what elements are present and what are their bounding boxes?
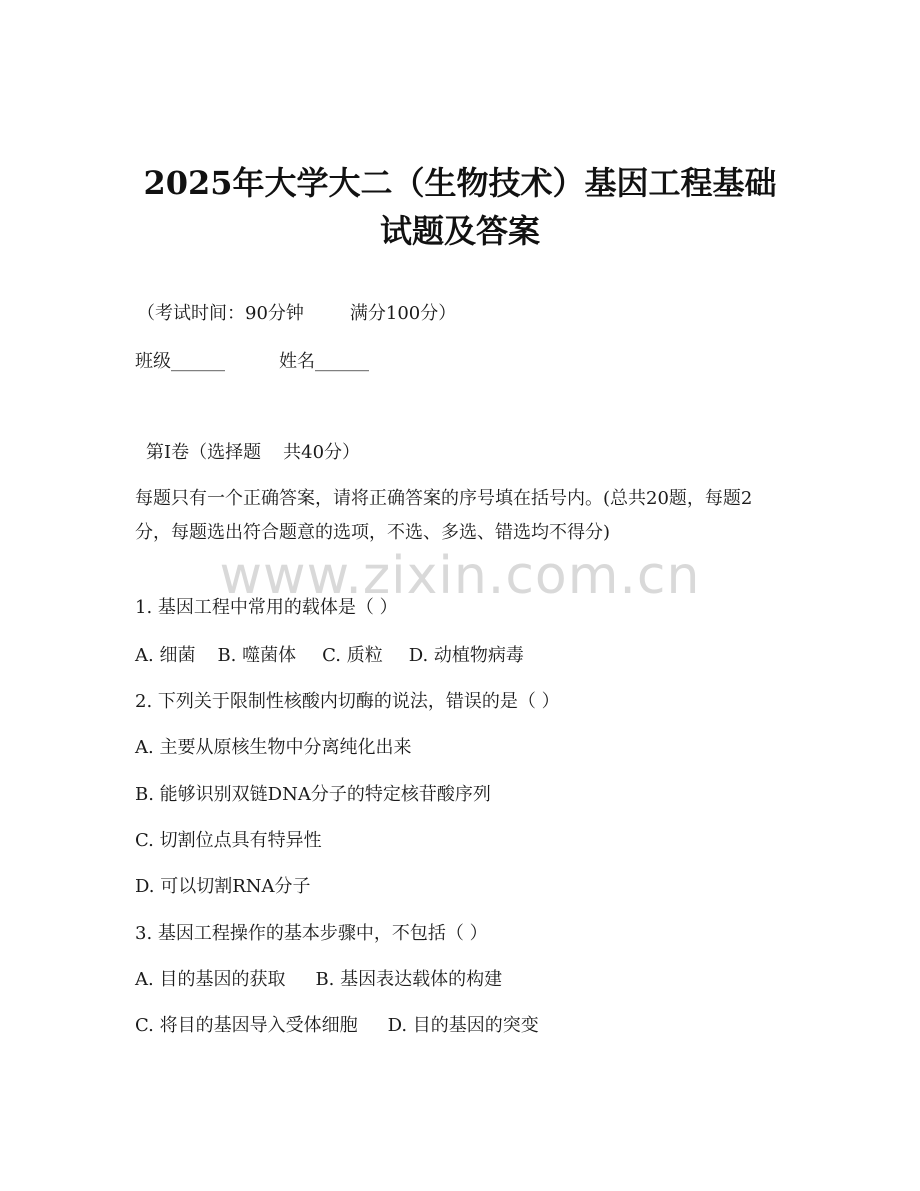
- question-2-option-a: A. 主要从原核生物中分离纯化出来: [135, 737, 412, 758]
- question-2-stem: 2. 下列关于限制性核酸内切酶的说法，错误的是（ ）: [135, 691, 560, 712]
- class-field-label: 班级______: [135, 351, 225, 372]
- question-3-option-b: B. 基因表达载体的构建: [315, 969, 503, 990]
- question-3-options-row-1: [135, 968, 502, 992]
- document-title-line-2: 试题及答案: [379, 212, 540, 250]
- question-2-option-c: C. 切割位点具有特异性: [135, 830, 322, 851]
- full-score: 满分100分）: [349, 303, 457, 324]
- question-1-option-d: D. 动植物病毒: [408, 645, 524, 666]
- question-2-option-d: D. 可以切割RNA分子: [135, 876, 311, 897]
- question-3-option-c: C. 将目的基因导入受体细胞: [135, 1015, 358, 1036]
- document-title-line-1: 2025年大学大二（生物技术）基因工程基础: [143, 164, 777, 202]
- question-1-option-b: B. 噬菌体: [217, 645, 297, 666]
- name-field-label: 姓名______: [279, 351, 369, 372]
- question-3-option-a: A. 目的基因的获取: [135, 969, 286, 990]
- question-2-option-b: B. 能够识别双链DNA分子的特定核苷酸序列: [135, 784, 491, 805]
- question-1-option-c: C. 质粒: [322, 645, 383, 666]
- instructions-paragraph: 每题只有一个正确答案，请将正确答案的序号填在括号内。(总共20题，每题2分，每题选出符合题意的选项，不选、多选、错选均不得分): [135, 488, 753, 543]
- section-points: 共40分）: [283, 442, 361, 463]
- question-1-options: [135, 644, 524, 668]
- watermark: www.zixin.com.cn: [219, 546, 701, 606]
- student-info-line: [135, 350, 369, 374]
- question-3-stem: 3. 基因工程操作的基本步骤中，不包括（ ）: [135, 923, 488, 944]
- question-1-option-a: A. 细菌: [135, 645, 196, 666]
- section-heading: [146, 441, 360, 465]
- question-1-stem: 1. 基因工程中常用的载体是（ ）: [135, 597, 398, 618]
- exam-time: （考试时间：90分钟: [137, 303, 304, 324]
- question-3-options-row-2: [135, 1014, 539, 1038]
- section-title: 第I卷（选择题: [146, 442, 262, 463]
- question-3-option-d: D. 目的基因的突变: [387, 1015, 539, 1036]
- exam-info-line: [137, 302, 456, 326]
